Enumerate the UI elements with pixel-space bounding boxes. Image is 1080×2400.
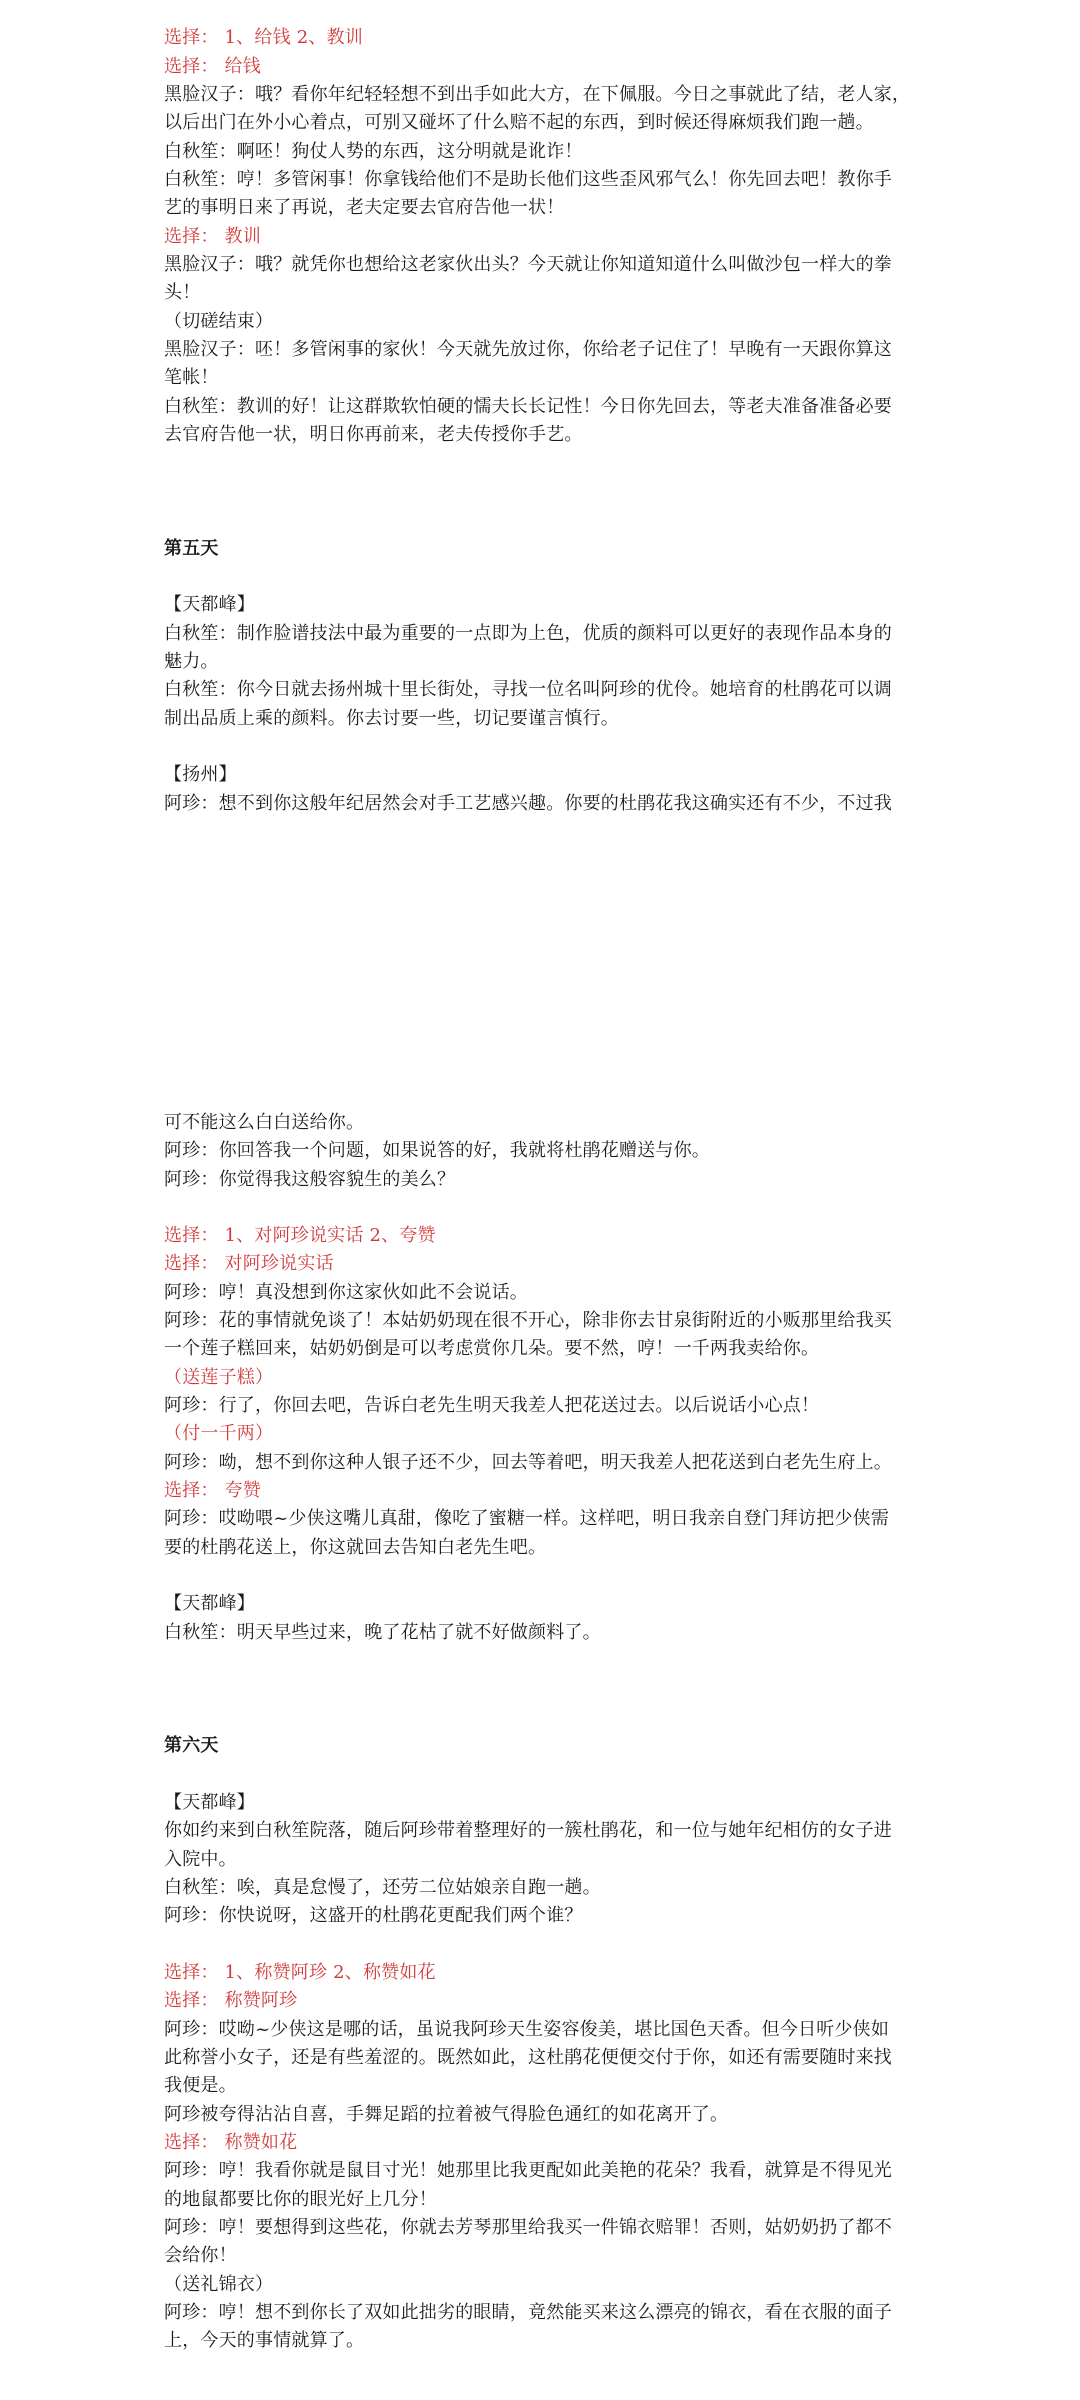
dialogue-line: 白秋笙：唉，真是怠慢了，还劳二位姑娘亲自跑一趟。 xyxy=(164,1877,601,1898)
dialogue-line: 白秋笙：啊呸！狗仗人势的东西，这分明就是讹诈！ xyxy=(164,141,583,162)
location-tag: 【天都峰】 xyxy=(164,1792,255,1813)
event-note: （付一千两） xyxy=(164,1423,274,1444)
event-note: （送莲子糕） xyxy=(164,1367,274,1388)
day-heading: 第六天 xyxy=(164,1735,219,1756)
choice-options: 选择： 1、给钱 2、教训 xyxy=(164,27,363,48)
dialogue-line: 白秋笙：教训的好！让这群欺软怕硬的懦夫长长记性！今日你先回去，等老夫准备准备必要 xyxy=(164,396,892,417)
dialogue-line: 一个莲子糕回来，姑奶奶倒是可以考虑赏你几朵。要不然，哼！一千两我卖给你。 xyxy=(164,1338,820,1359)
dialogue-line: 阿珍：你快说呀，这盛开的杜鹃花更配我们两个谁？ xyxy=(164,1905,583,1926)
event-note: （送礼锦衣） xyxy=(164,2274,274,2295)
dialogue-line: 阿珍：哎呦喂~少侠这嘴儿真甜，像吃了蜜糖一样。这样吧，明日我亲自登门拜访把少侠需 xyxy=(164,1508,890,1529)
dialogue-line: 笔帐！ xyxy=(164,367,219,388)
dialogue-line: 阿珍：哼！真没想到你这家伙如此不会说话。 xyxy=(164,1282,528,1303)
choice-selected: 选择： 教训 xyxy=(164,226,261,247)
dialogue-line: 阿珍：行了，你回去吧，告诉白老先生明天我差人把花送过去。以后说话小心点！ xyxy=(164,1395,820,1416)
location-tag: 【扬州】 xyxy=(164,764,237,785)
choice-options: 选择： 1、对阿珍说实话 2、夸赞 xyxy=(164,1225,436,1246)
narration-line: 你如约来到白秋笙院落，随后阿珍带着整理好的一簇杜鹃花，和一位与她年纪相仿的女子进 xyxy=(164,1820,892,1841)
dialogue-line: 阿珍：哎呦~少侠这是哪的话，虽说我阿珍天生姿容俊美，堪比国色天香。但今日听少侠如 xyxy=(164,2019,890,2040)
dialogue-line: 阿珍：花的事情就免谈了！本姑奶奶现在很不开心，除非你去甘泉街附近的小贩那里给我买 xyxy=(164,1310,892,1331)
location-tag: 【天都峰】 xyxy=(164,594,255,615)
dialogue-line: 可不能这么白白送给你。 xyxy=(164,1112,365,1133)
dialogue-line: 白秋笙：明天早些过来，晚了花枯了就不好做颜料了。 xyxy=(164,1622,601,1643)
day-heading: 第五天 xyxy=(164,538,219,559)
dialogue-line: 我便是。 xyxy=(164,2075,237,2096)
location-tag: 【天都峰】 xyxy=(164,1593,255,1614)
narration-line: 阿珍被夸得沾沾自喜，手舞足蹈的拉着被气得脸色通红的如花离开了。 xyxy=(164,2104,729,2125)
dialogue-line: 黑脸汉子：呸！多管闲事的家伙！今天就先放过你，你给老子记住了！早晚有一天跟你算这 xyxy=(164,339,892,360)
dialogue-line: 阿珍：想不到你这般年纪居然会对手工艺感兴趣。你要的杜鹃花我这确实还有不少，不过我 xyxy=(164,793,892,814)
dialogue-line: 阿珍：你觉得我这般容貌生的美么？ xyxy=(164,1169,456,1190)
dialogue-line: 以后出门在外小心着点，可别又碰坏了什么赔不起的东西，到时候还得麻烦我们跑一趟。 xyxy=(164,112,874,133)
dialogue-line: 魅力。 xyxy=(164,651,219,672)
dialogue-line: 阿珍：哼！我看你就是鼠目寸光！她那里比我更配如此美艳的花朵？我看，就算是不得见光 xyxy=(164,2160,892,2181)
dialogue-line: 艺的事明日来了再说，老夫定要去官府告他一状！ xyxy=(164,197,565,218)
dialogue-line: 黑脸汉子：哦？就凭你也想给这老家伙出头？今天就让你知道知道什么叫做沙包一样大的拳 xyxy=(164,254,892,275)
dialogue-line: 的地鼠都要比你的眼光好上几分！ xyxy=(164,2189,437,2210)
dialogue-line: 白秋笙：制作脸谱技法中最为重要的一点即为上色，优质的颜料可以更好的表现作品本身的 xyxy=(164,623,892,644)
choice-selected: 选择： 对阿珍说实话 xyxy=(164,1253,334,1274)
dialogue-line: 白秋笙：你今日就去扬州城十里长街处，寻找一位名叫阿珍的优伶。她培育的杜鹃花可以调 xyxy=(164,679,892,700)
dialogue-line: 阿珍：呦，想不到你这种人银子还不少，回去等着吧，明天我差人把花送到白老先生府上。 xyxy=(164,1452,892,1473)
choice-selected: 选择： 夸赞 xyxy=(164,1480,261,1501)
dialogue-line: 白秋笙：哼！多管闲事！你拿钱给他们不是助长他们这些歪风邪气么！你先回去吧！教你手 xyxy=(164,169,892,190)
event-note: （切磋结束） xyxy=(164,311,274,332)
dialogue-line: 阿珍：你回答我一个问题，如果说答的好，我就将杜鹃花赠送与你。 xyxy=(164,1140,710,1161)
dialogue-line: 要的杜鹃花送上，你这就回去告知白老先生吧。 xyxy=(164,1537,547,1558)
dialogue-line: 上，今天的事情就算了。 xyxy=(164,2330,365,2351)
choice-options: 选择： 1、称赞阿珍 2、称赞如花 xyxy=(164,1962,436,1983)
dialogue-line: 黑脸汉子：哦？看你年纪轻轻想不到出手如此大方，在下佩服。今日之事就此了结，老人家， xyxy=(164,84,911,105)
dialogue-line: 阿珍：哼！想不到你长了双如此拙劣的眼睛，竟然能买来这么漂亮的锦衣，看在衣服的面子 xyxy=(164,2302,892,2323)
dialogue-line: 去官府告他一状，明日你再前来，老夫传授你手艺。 xyxy=(164,424,583,445)
dialogue-line: 此称誉小女子，还是有些羞涩的。既然如此，这杜鹃花便便交付于你，如还有需要随时来找 xyxy=(164,2047,892,2068)
choice-selected: 选择： 给钱 xyxy=(164,56,261,77)
dialogue-line: 会给你！ xyxy=(164,2245,237,2266)
choice-selected: 选择： 称赞如花 xyxy=(164,2132,298,2153)
choice-selected: 选择： 称赞阿珍 xyxy=(164,1990,298,2011)
dialogue-line: 阿珍：哼！要想得到这些花，你就去芳琴那里给我买一件锦衣赔罪！否则，姑奶奶扔了都不 xyxy=(164,2217,892,2238)
dialogue-line: 制出品质上乘的颜料。你去讨要一些，切记要谨言慎行。 xyxy=(164,708,619,729)
dialogue-line: 头！ xyxy=(164,282,201,303)
narration-line: 入院中。 xyxy=(164,1849,237,1870)
